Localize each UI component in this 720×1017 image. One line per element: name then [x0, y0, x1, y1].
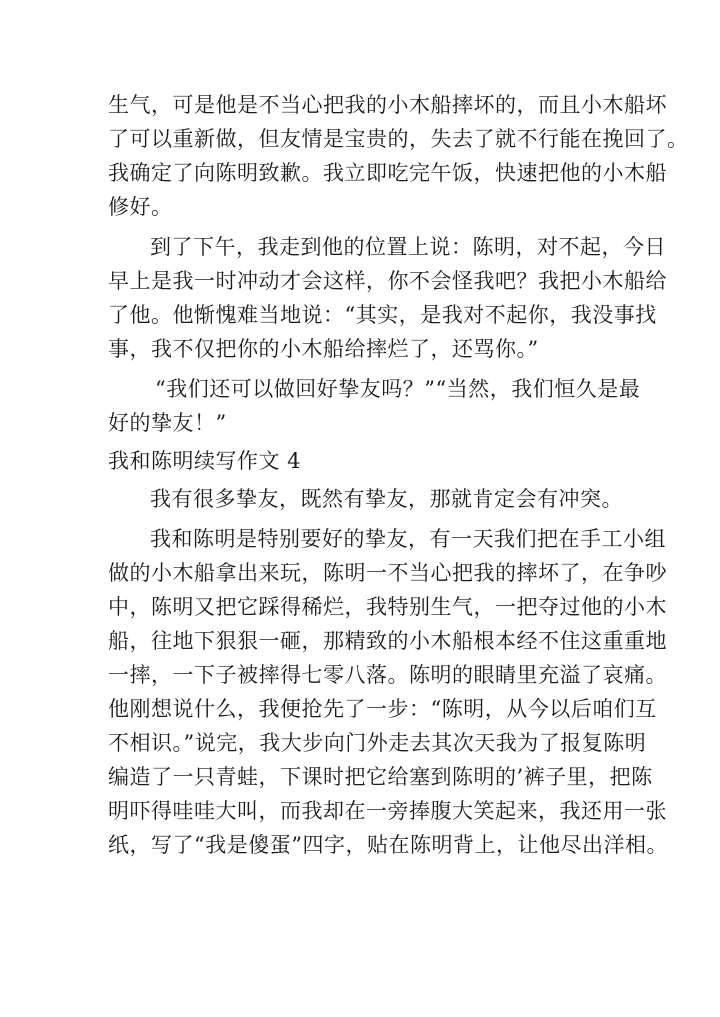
text-line-content: 我有很多挚友，既然有挚友，那就肯定会有冲突。 [150, 487, 623, 511]
text-line: 一摔，一下子被摔得七零八落。陈明的眼睛里充溢了哀痛。 [108, 663, 667, 687]
paragraph-4 [108, 482, 623, 516]
paragraph-5 [108, 522, 668, 862]
text-line: 了可以重新做，但友情是宝贵的，失去了就不行能在挽回了。 [108, 127, 689, 151]
text-line: 了他。他惭愧难当地说：“其实，是我对不起你，我没事找 [108, 303, 657, 327]
text-line: 早上是我一时冲动才会这样，你不会怪我吧？我把小木船给 [108, 269, 667, 293]
text-line [108, 372, 641, 406]
text-line-content: 我和陈明是特别要好的挚友，有一天我们把在手工小组 [150, 527, 666, 551]
text-line [108, 522, 666, 556]
text-line: 他刚想说什么，我便抢先了一步：“陈明，从今以后咱们互 [108, 697, 657, 721]
text-line [108, 482, 623, 516]
text-line: 修好。 [108, 195, 173, 219]
document-body [108, 88, 689, 862]
paragraph-3 [108, 372, 641, 440]
text-line: 事，我不仅把你的小木船给摔烂了，还骂你。” [108, 337, 539, 361]
paragraph-2 [108, 230, 667, 366]
paragraph-1 [108, 88, 689, 224]
text-line: 做的小木船拿出来玩，陈明一不当心把我的摔坏了，在争吵 [108, 561, 667, 585]
text-line: 不相识。”说完，我大步向门外走去其次天我为了报复陈明 [108, 731, 647, 755]
text-line: 纸，写了“我是傻蛋”四字，贴在陈明背上，让他尽出洋相。 [108, 833, 668, 857]
text-line: 明吓得哇哇大叫，而我却在一旁捧腹大笑起来，我还用一张 [108, 799, 667, 823]
text-line-content: 到了下午，我走到他的位置上说：陈明，对不起，今日 [150, 235, 666, 259]
text-line [108, 230, 666, 264]
text-line: 生气，可是他是不当心把我的小木船摔坏的，而且小木船坏 [108, 93, 667, 117]
text-line-content: “我们还可以做回好挚友吗？”“当然，我们恒久是最 [155, 377, 641, 401]
text-line: 编造了一只青蛙，下课时把它给塞到陈明的’裤子里，把陈 [108, 765, 653, 789]
text-line: 中，陈明又把它踩得稀烂，我特别生气，一把夺过他的小木 [108, 595, 667, 619]
text-line: 好的挚友！” [108, 411, 227, 435]
text-line: 船，往地下狠狠一砸，那精致的小木船根本经不住这重重地 [108, 629, 667, 653]
heading-text: 我和陈明续写作文 4 [108, 449, 302, 473]
text-line: 我确定了向陈明致歉。我立即吃完午饭，快速把他的小木船 [108, 161, 667, 185]
section-heading [108, 444, 618, 478]
